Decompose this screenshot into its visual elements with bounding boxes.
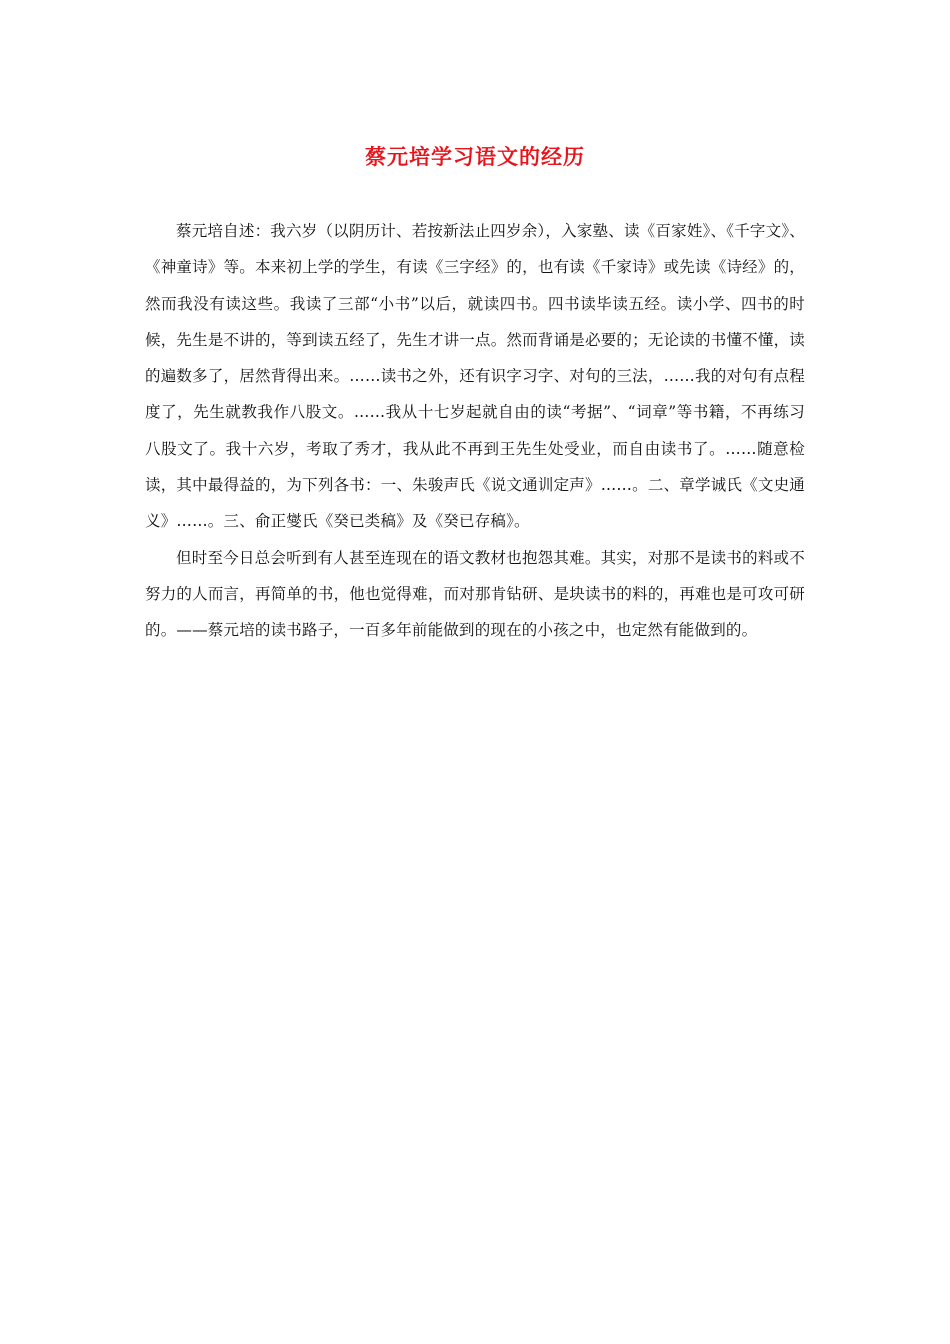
paragraph-2: 但时至今日总会听到有人甚至连现在的语文教材也抱怨其难。其实，对那不是读书的料或不努力的人而言，再简单的书，他也觉得难，而对那肯钻研、是块读书的料的，再难也是可攻可研的。——蔡元培的读书路子，一百多年前能做到的现在的小孩之中，也定然有能做到的。 <box>145 548 805 640</box>
document-title: 蔡元培学习语文的经历 <box>365 144 585 169</box>
paragraph-1: 蔡元培自述：我六岁（以阴历计、若按新法止四岁余），入家塾、读《百家姓》、《千字文》、《神童诗》等。本来初上学的学生，有读《三字经》的，也有读《千家诗》或先读《诗经》的，然而我没有读这些。我读了三部“小书”以后，就读四书。四书读毕读五经。读小学、四书的时候，先生是不讲的，等到读五经了，先生才讲一点。然而背诵是必要的；无论读的书懂不懂，读的遍数多了，居然背得出来。……读书之外，还有识字习字、对句的三法，……我的对句有点程度了，先生就教我作八股文。……我从十七岁起就自由的读“考据”、“词章”等书籍，不再练习八股文了。我十六岁，考取了秀才，我从此不再到王先生处受业，而自由读书了。……随意检读，其中最得益的，为下列各书：一、朱骏声氏《说文通训定声》……。二、章学诚氏《文史通义》……。三、俞正燮氏《癸已类稿》及《癸已存稿》。 <box>145 222 805 531</box>
document-body <box>145 213 805 649</box>
